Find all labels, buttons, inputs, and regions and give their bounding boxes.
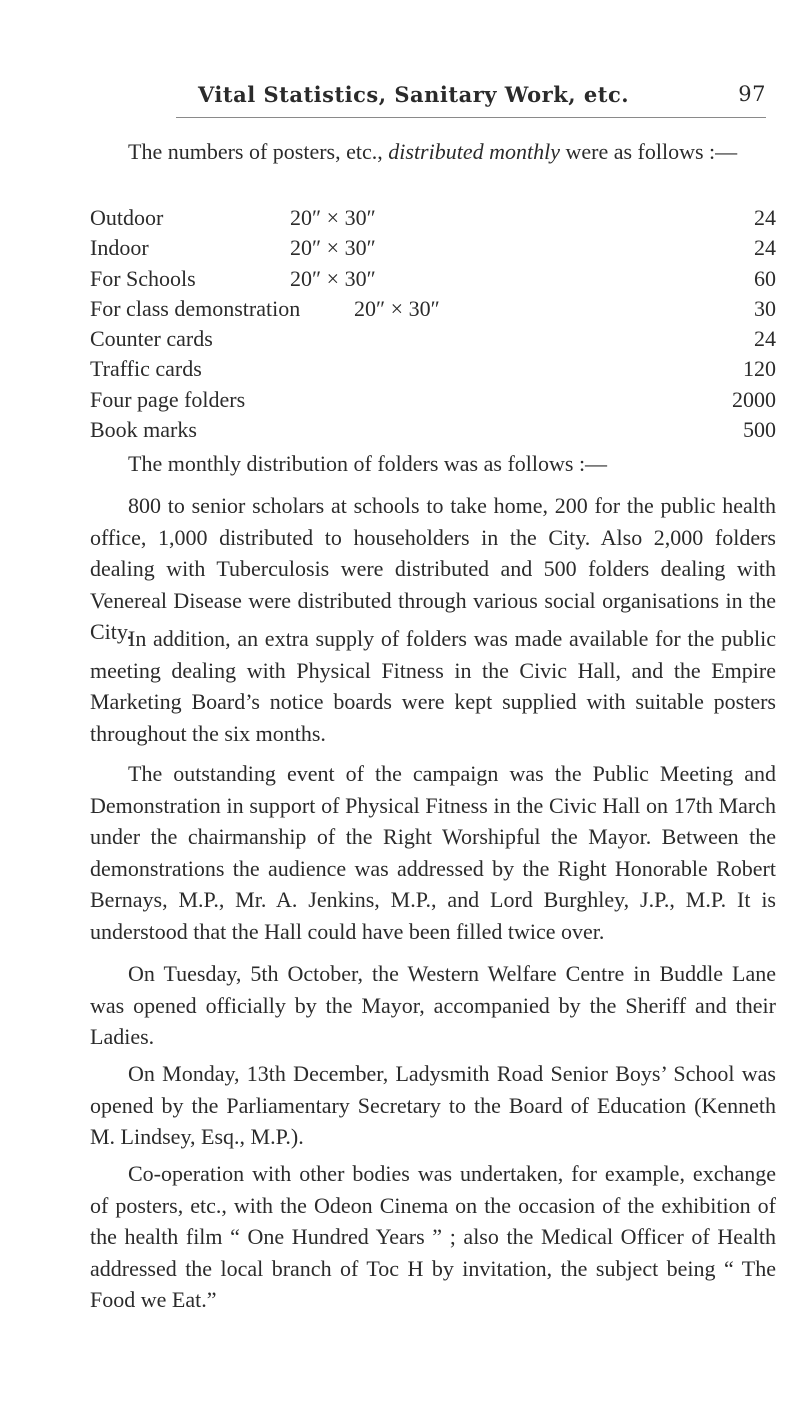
table-row xyxy=(90,235,776,265)
public-meeting-paragraph: The outstanding event of the campaign was the Public Meeting and Demonstration in support of Physical Fitness in the Civic Hall on 17th March under the chairmanship of the Right Worshipful the Mayor. Between the demonstrations the audience was addressed by the Right Honorable Robert Bernays, M.P., Mr. A. Jenkins, M.P., and Lord Burghley, J.P., M.P. It is understood that the Hall could have been filled twice over. xyxy=(90,761,776,944)
row-count: 24 xyxy=(754,205,776,230)
row-item: Outdoor xyxy=(90,205,164,230)
row-item: Traffic cards xyxy=(90,356,202,382)
row-item: Counter cards xyxy=(90,326,213,352)
running-title: Vital Statistics, Sanitary Work, etc. xyxy=(198,82,630,107)
table-row xyxy=(90,296,776,326)
row-count: 500 xyxy=(743,417,776,443)
table-row xyxy=(90,387,776,417)
extra-supply-paragraph: In addition, an extra supply of folders was made available for the public meeting dealing with Physical Fitness in the Civic Hall, and the Empire Marketing Board’s notice boards were kept supplied with suitable posters throughout the six months. xyxy=(90,626,776,746)
intro-italic: distributed monthly xyxy=(388,139,560,164)
table-row xyxy=(90,266,776,296)
row-item: Book marks xyxy=(90,417,197,443)
school-opening-paragraph: On Monday, 13th December, Ladysmith Road Senior Boys’ School was opened by the Parliamentary Secretary to the Board of Education (Kenneth M. Lindsey, Esq., M.P.). xyxy=(90,1061,776,1149)
row-count: 24 xyxy=(754,235,776,261)
distribution-table xyxy=(90,205,776,447)
row-size: 20″ × 30″ xyxy=(354,295,440,321)
intro-paragraph xyxy=(90,136,776,168)
header-rule xyxy=(176,117,766,118)
row-count: 2000 xyxy=(732,386,776,412)
row-item: Four page folders xyxy=(90,386,246,412)
co-operation-paragraph: Co-operation with other bodies was undertaken, for example, exchange of posters, etc., with the Odeon Cinema on the occasion of the exhibition of the health film “ One Hundred Years ” ; also the Medical Officer of Health addressed the local branch of Toc H by invitation, the subject being “ The Food we Eat.” xyxy=(90,1161,776,1312)
row-count: 30 xyxy=(754,295,776,321)
table-row xyxy=(90,356,776,386)
folders-distribution-paragraph: 800 to senior scholars at schools to take home, 200 for the public health office, 1,000 distributed to householders in the City. Also 2,000 folders dealing with Tuberculosis were distributed and 500 folders dealing with Venereal Disease were distributed through various social organisations in the City. xyxy=(90,493,776,644)
row-item: Indoor xyxy=(90,235,149,261)
row-count: 24 xyxy=(754,326,776,352)
row-size: 20″ × 30″ xyxy=(290,205,376,230)
folders-intro-paragraph: The monthly distribution of folders was as follows :— xyxy=(128,451,608,476)
row-item: For Schools xyxy=(90,265,196,291)
row-size: 20″ × 30″ xyxy=(290,235,376,261)
intro-text-before: The numbers of posters, etc., xyxy=(128,139,389,164)
row-size: 20″ × 30″ xyxy=(290,265,376,291)
row-item: For class demonstration xyxy=(90,295,301,321)
table-row xyxy=(90,417,776,447)
welfare-centre-paragraph: On Tuesday, 5th October, the Western Welfare Centre in Buddle Lane was opened officially by the Mayor, accompanied by the Sheriff and their Ladies. xyxy=(90,961,776,1049)
row-count: 120 xyxy=(743,356,776,382)
table-row xyxy=(90,326,776,356)
row-count: 60 xyxy=(754,265,776,291)
table-row xyxy=(90,205,776,235)
intro-text-after: were as follows :— xyxy=(559,139,738,164)
page-number: 97 xyxy=(738,82,766,106)
